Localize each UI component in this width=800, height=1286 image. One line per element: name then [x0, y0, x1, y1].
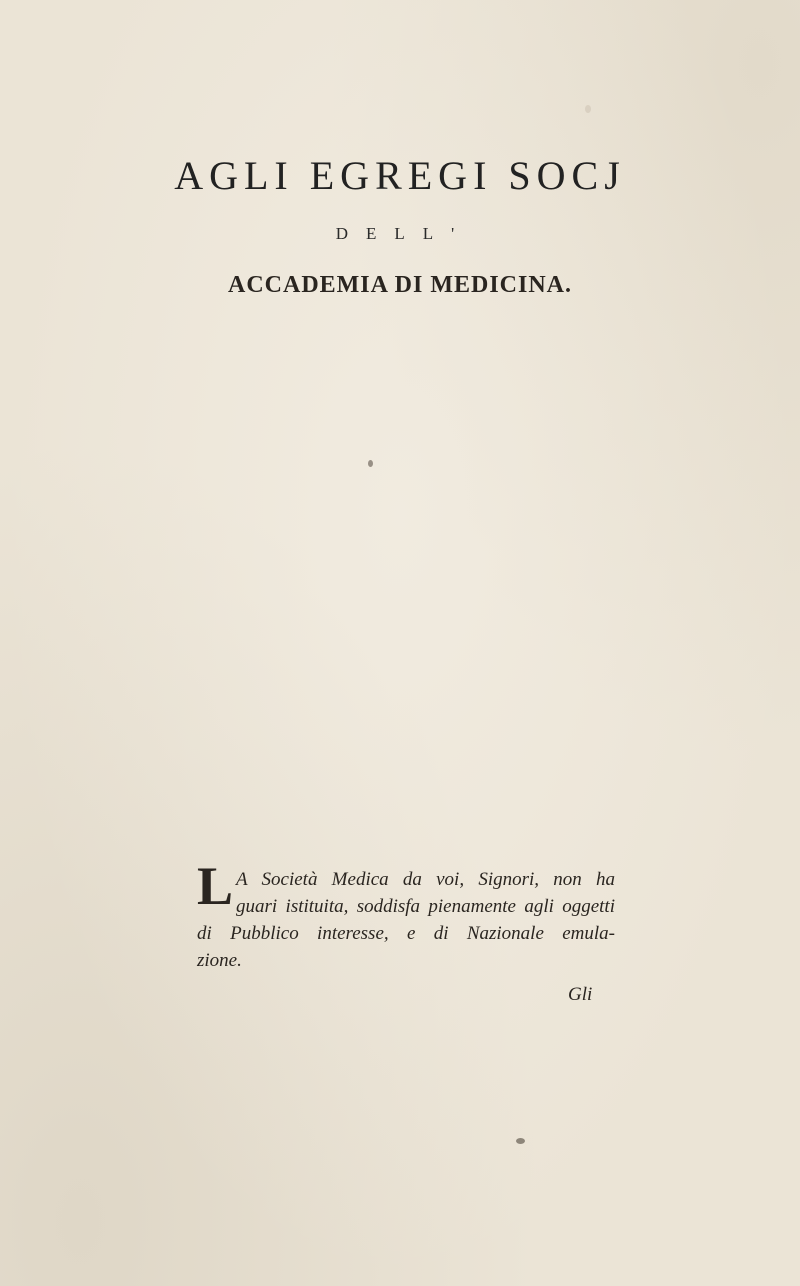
page-title: AGLI EGREGI SOCJ	[174, 153, 626, 198]
catchword: Gli	[568, 984, 593, 1005]
drop-cap: L	[197, 856, 234, 916]
paragraph-line: di Pubblico interesse, e di Nazionale emula-	[197, 923, 615, 944]
ink-speck	[368, 460, 373, 467]
page-subtitle: DELL'	[335, 224, 473, 243]
ink-speck	[585, 105, 591, 113]
paragraph-line: guari istituita, soddisfa pienamente agli oggetti	[236, 896, 615, 917]
institution-name: ACCADEMIA DI MEDICINA.	[227, 272, 572, 298]
paragraph-line: A Società Medica da voi, Signori, non ha	[236, 869, 615, 890]
body-paragraph	[197, 856, 615, 974]
paragraph-line: zione.	[197, 950, 242, 971]
ink-speck	[516, 1138, 525, 1144]
